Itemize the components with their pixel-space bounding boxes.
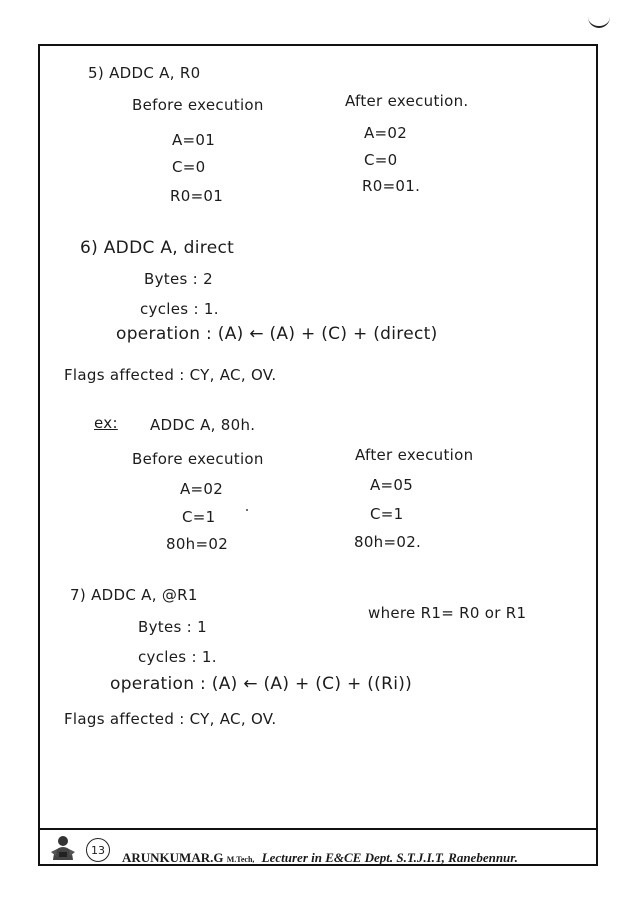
section-5-heading: 5) ADDC A, R0	[88, 64, 201, 82]
author-name: ARUNKUMAR.G	[122, 850, 224, 865]
s5-before-c: C=0	[172, 158, 206, 176]
footer-author-line	[122, 850, 518, 866]
corner-mark	[588, 12, 610, 28]
s6-before-a: A=02	[180, 480, 224, 498]
s6-bytes: Bytes : 2	[144, 270, 213, 288]
s5-after-label: After execution.	[345, 92, 469, 110]
s6-flags: Flags affected : CY, AC, OV.	[64, 366, 277, 384]
s7-where-note: where R1= R0 or R1	[368, 604, 527, 622]
s6-operation: operation : (A) ← (A) + (C) + (direct)	[116, 324, 438, 344]
s6-before-c: C=1	[182, 508, 216, 526]
example-label: ex:	[94, 414, 118, 432]
s5-after-r0: R0=01.	[362, 177, 421, 195]
s7-bytes: Bytes : 1	[138, 618, 207, 636]
s6-after-a: A=05	[370, 476, 414, 494]
s5-before-label: Before execution	[132, 96, 264, 114]
s6-after-c: C=1	[370, 505, 404, 523]
s7-flags: Flags affected : CY, AC, OV.	[64, 710, 277, 728]
s5-after-c: C=0	[364, 151, 398, 169]
s7-operation: operation : (A) ← (A) + (C) + ((Ri))	[110, 674, 413, 694]
author-logo-icon	[48, 832, 78, 862]
page-number: 13	[86, 838, 110, 862]
s5-before-r0: R0=01	[170, 187, 224, 205]
s6-after-label: After execution	[355, 446, 474, 464]
s7-cycles: cycles : 1.	[138, 648, 217, 666]
s5-after-a: A=02	[364, 124, 408, 142]
s5-before-a: A=01	[172, 131, 216, 149]
stray-dot	[246, 509, 248, 511]
s6-before-80h: 80h=02	[166, 535, 229, 553]
author-degree: M.Tech,	[226, 855, 255, 864]
page-border	[38, 44, 598, 866]
section-7-heading: 7) ADDC A, @R1	[70, 586, 198, 604]
s6-before-label: Before execution	[132, 450, 264, 468]
section-6-heading: 6) ADDC A, direct	[80, 238, 235, 258]
s6-after-80h: 80h=02.	[354, 533, 422, 551]
example-instruction: ADDC A, 80h.	[150, 416, 256, 434]
author-role: Lecturer in E&CE Dept. S.T.J.I.T, Ranebennur.	[261, 850, 518, 865]
s6-cycles: cycles : 1.	[140, 300, 219, 318]
